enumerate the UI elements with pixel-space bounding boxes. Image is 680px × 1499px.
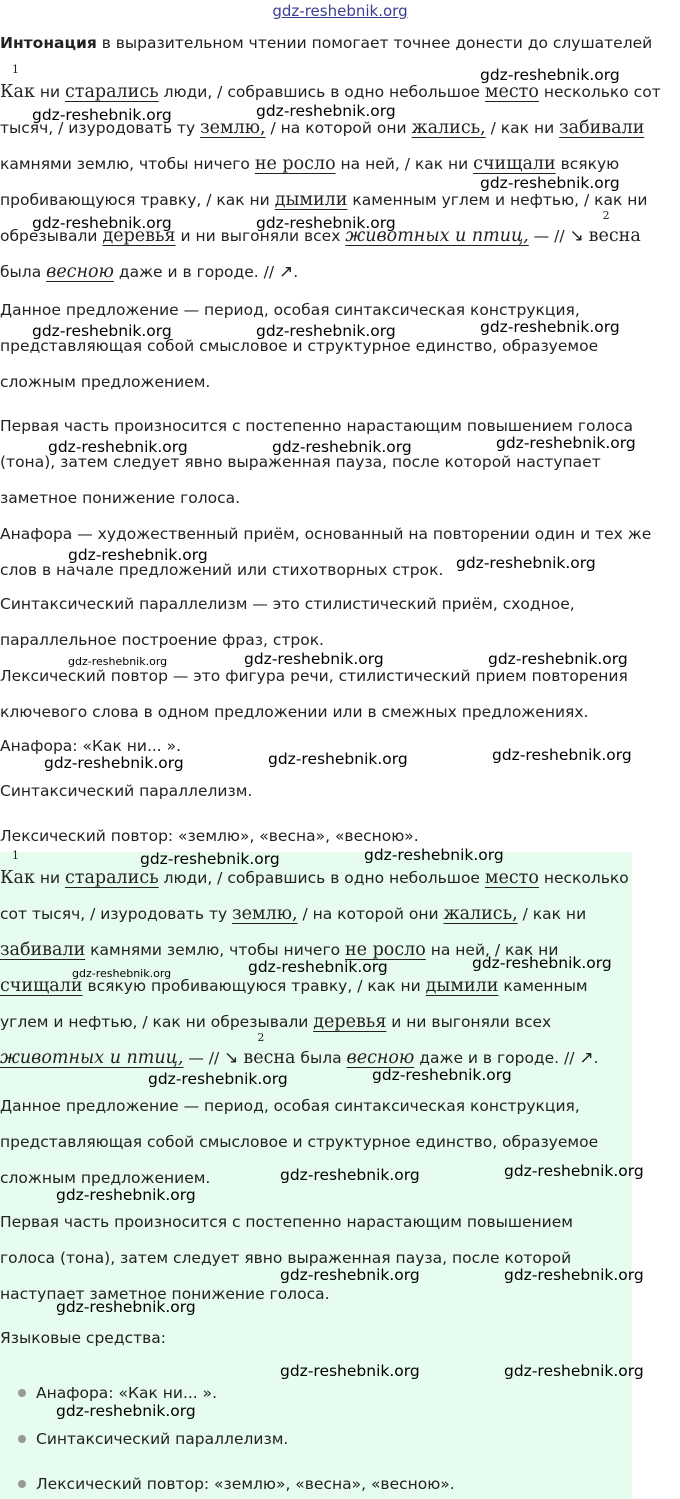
watermark: gdz-reshebnik.org <box>72 967 172 980</box>
underlined-vesnoyu: весною <box>46 262 114 282</box>
underlined-dymili: дымили <box>274 190 348 210</box>
watermark: gdz-reshebnik.org <box>372 1066 512 1084</box>
underlined-dymili: дымили <box>425 976 499 996</box>
watermark: gdz-reshebnik.org <box>32 322 172 340</box>
clause-number-2: 2 <box>602 209 610 222</box>
period-text-1: Данное предложение — период, особая синтаксическая конструкция, представляющая собой смысловое и структурное единство, образуемое сложным предложением. <box>0 301 599 391</box>
underlined-zhivotnyh: животных и птиц, <box>345 226 529 246</box>
watermark: gdz-reshebnik.org <box>488 650 628 668</box>
bullet-marker <box>18 1480 26 1488</box>
watermark: gdz-reshebnik.org <box>364 846 504 864</box>
watermark: gdz-reshebnik.org <box>496 434 636 452</box>
watermark: gdz-reshebnik.org <box>56 1298 196 1316</box>
underlined-ne-roslo: не росло <box>254 154 336 174</box>
underlined-mesto: место <box>484 868 539 888</box>
bullet-marker <box>18 1435 26 1443</box>
underlined-staralis: старались <box>64 82 159 102</box>
underlined-vesnoyu: весною <box>346 1048 415 1068</box>
clause-number-2: 2 <box>257 1031 265 1044</box>
watermark: gdz-reshebnik.org <box>148 1070 288 1088</box>
intonation-text-1: Первая часть произносится с постепенно нарастающим повышением голоса (тона), затем следует явно выраженная пауза, после которой наступает заметное понижение голоса. <box>0 417 633 507</box>
watermark: gdz-reshebnik.org <box>56 1402 196 1420</box>
arrow-down-icon: ↘ <box>224 1048 239 1068</box>
watermark: gdz-reshebnik.org <box>256 322 396 340</box>
underlined-staralis: старались <box>64 868 159 888</box>
means-item-repetition: Лексический повтор: «землю», «весна», «весною». <box>36 1475 455 1493</box>
watermark: gdz-reshebnik.org <box>456 554 596 572</box>
word-vesna: весна <box>243 1048 296 1068</box>
intonation-text-2: Первая часть произносится с постепенно нарастающим повышением голоса (тона), затем следует явно выраженная пауза, после которой наступает заметное понижение голоса. <box>0 1213 573 1303</box>
watermark: gdz-reshebnik.org <box>504 1266 644 1284</box>
repetition-line-1: Лексический повтор: «землю», «весна», «весною». <box>0 827 419 845</box>
site-header[interactable]: gdz-reshebnik.org <box>272 2 408 20</box>
watermark: gdz-reshebnik.org <box>68 546 208 564</box>
clause-number-1: 1 <box>12 849 19 862</box>
watermark: gdz-reshebnik.org <box>248 958 388 976</box>
watermark: gdz-reshebnik.org <box>68 655 168 668</box>
watermark: gdz-reshebnik.org <box>492 746 632 764</box>
arrow-down-icon: ↘ <box>569 226 584 246</box>
watermark: gdz-reshebnik.org <box>504 1162 644 1180</box>
watermark: gdz-reshebnik.org <box>140 850 280 868</box>
underlined-derevya: деревья <box>313 1012 387 1032</box>
means-heading: Языковые средства: <box>0 1329 166 1347</box>
underlined-schischali: счищали <box>0 976 83 996</box>
clause-number-1: 1 <box>12 63 19 76</box>
period-text-2: Данное предложение — период, особая синтаксическая конструкция, представляющая собой смысловое и структурное единство, образуемое сложным предложением. <box>0 1097 599 1187</box>
watermark: gdz-reshebnik.org <box>44 754 184 772</box>
watermark: gdz-reshebnik.org <box>268 750 408 768</box>
underlined-zhivotnyh: животных и птиц, <box>0 1048 184 1068</box>
underlined-zemlyu: землю, <box>200 118 266 138</box>
word-kak: Как <box>0 868 35 888</box>
intro-line <box>0 26 676 60</box>
watermark: gdz-reshebnik.org <box>32 214 172 232</box>
intro-bold: Интонация <box>0 34 97 52</box>
watermark: gdz-reshebnik.org <box>256 214 396 232</box>
anaphora-definition: Анафора — художественный приём, основанный на повторении один и тех же слов в начале предложений или стихотворных строк. <box>0 525 652 579</box>
parallelism-line-1: Синтаксический параллелизм. <box>0 782 253 800</box>
watermark: gdz-reshebnik.org <box>280 1166 420 1184</box>
underlined-zhalis: жались, <box>443 904 518 924</box>
watermark: gdz-reshebnik.org <box>280 1266 420 1284</box>
watermark: gdz-reshebnik.org <box>272 438 412 456</box>
watermark: gdz-reshebnik.org <box>480 318 620 336</box>
arrow-up-icon: ↗ <box>279 262 294 282</box>
parallelism-definition: Синтаксический параллелизм — это стилистический приём, сходное, параллельное построение фраз, строк. <box>0 595 575 649</box>
underlined-schischali: счищали <box>473 154 556 174</box>
watermark: gdz-reshebnik.org <box>280 1362 420 1380</box>
bullet-marker <box>18 1389 26 1397</box>
sentence-block-1: 1 Как ни старались люди, / собравшись в одно небольшое место несколько сот тысяч, / изуродовать ту землю, / на которой они жались, / как ни забивали камнями землю, чтобы ничего не росло на ней, / как ни счищали всякую пробивающуюся травку, / как ни дымили каменным углем и нефтью, / как ни обрезывали деревья и ни выгоняли всех животных и птиц, — // ↘ 2 весна была весною даже и в городе. // ↗. <box>0 74 676 290</box>
sentence-block-2: 1 Как ни старались люди, / собравшись в одно небольшое место несколько сот тысяч, / изуродовать ту землю, / на которой они жались, / как ни забивали камнями землю, чтобы ничего не росло на ней, / как ни счищали всякую пробивающуюся травку, / как ни дымили каменным углем и нефтью, / как ни обрезывали деревья и ни выгоняли всех животных и птиц, — // ↘ 2 весна была весною даже и в городе. // ↗. <box>0 860 632 1076</box>
word-vesna: весна <box>588 226 641 246</box>
watermark: gdz-reshebnik.org <box>472 954 612 972</box>
underlined-zabivali: забивали <box>559 118 645 138</box>
underlined-zhalis: жались, <box>411 118 486 138</box>
watermark: gdz-reshebnik.org <box>256 102 396 120</box>
watermark: gdz-reshebnik.org <box>480 174 620 192</box>
means-item-parallelism: Синтаксический параллелизм. <box>36 1430 289 1448</box>
watermark: gdz-reshebnik.org <box>504 1362 644 1380</box>
watermark: gdz-reshebnik.org <box>32 106 172 124</box>
watermark: gdz-reshebnik.org <box>56 1186 196 1204</box>
underlined-zabivali: забивали <box>0 940 86 960</box>
underlined-derevya: деревья <box>102 226 176 246</box>
word-kak: Как <box>0 82 35 102</box>
watermark: gdz-reshebnik.org <box>48 438 188 456</box>
underlined-zemlyu: землю, <box>232 904 298 924</box>
arrow-up-icon: ↗ <box>579 1048 594 1068</box>
anaphora-line-1: Анафора: «Как ни... ». <box>0 737 182 755</box>
watermark: gdz-reshebnik.org <box>480 66 620 84</box>
underlined-ne-roslo: не росло <box>345 940 426 960</box>
means-item-anaphora: Анафора: «Как ни... ». <box>36 1384 218 1402</box>
underlined-mesto: место <box>484 82 539 102</box>
watermark: gdz-reshebnik.org <box>244 650 384 668</box>
intro-rest: в выразительном чтении помогает точнее донести до слушателей <box>96 34 653 52</box>
repetition-definition: Лексический повтор — это фигура речи, стилистический прием повторения ключевого слова в одном предложении или в смежных предложениях. <box>0 667 628 721</box>
